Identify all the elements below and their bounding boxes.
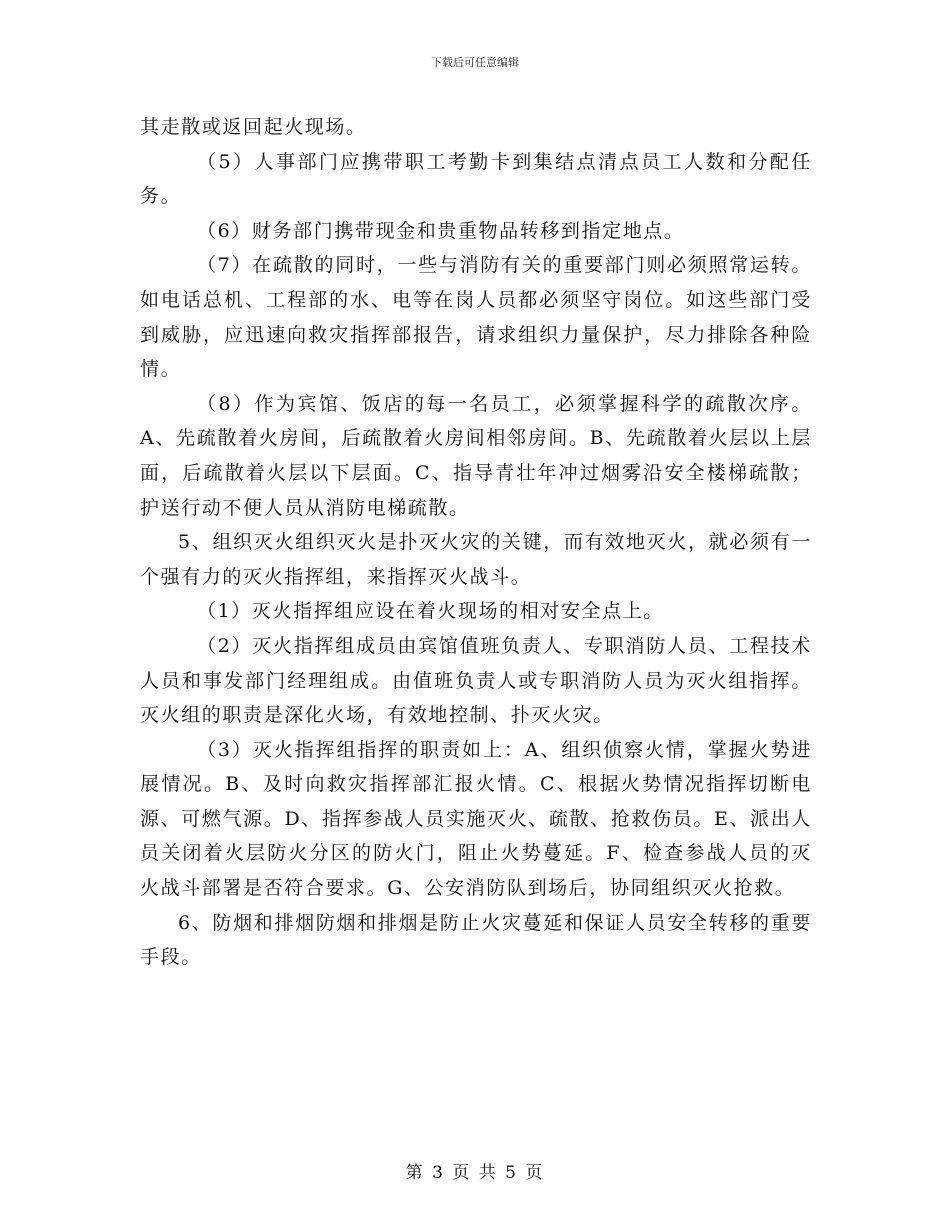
paragraph-3: （7）在疏散的同时，一些与消防有关的重要部门则必须照常运转。如电话总机、工程部的水、电等在岗人员都必须坚守岗位。如这些部门受到威胁，应迅速向救灾指挥部报告，请求组织力量保护，尽力排除各种险情。 (140, 254, 812, 381)
document-body (140, 110, 812, 975)
paragraph-8: （3）灭火指挥组指挥的职责如上：A、组织侦察火情，掌握火势进展情况。B、及时向救灾指挥部汇报火情。C、根据火势情况指挥切断电源、可燃气源。D、指挥参战人员实施灭火、疏散、抢救伤员。E、派出人员关闭着火层防火分区的防火门，阻止火势蔓延。F、检查参战人员的灭火战斗部署是否符合要求。G、公安消防队到场后，协同组织灭火抢救。 (140, 738, 812, 900)
paragraph-0: 其走散或返回起火现场。 (140, 116, 367, 138)
paragraph-5: 5、组织灭火组织灭火是扑灭火灾的关键，而有效地灭火，就必须有一个强有力的灭火指挥组，来指挥灭火战斗。 (140, 531, 812, 588)
paragraph-2: （6）财务部门携带现金和贵重物品转移到指定地点。 (197, 219, 685, 242)
paragraph-4: （8）作为宾馆、饭店的每一名员工，必须掌握科学的疏散次序。A、先疏散着火房间，后疏散着火房间相邻房间。B、先疏散着火层以上层面，后疏散着火层以下层面。C、指导青壮年冲过烟雾沿安全楼梯疏散；护送行动不便人员从消防电梯疏散。 (140, 392, 812, 519)
paragraph-9: 6、防烟和排烟防烟和排烟是防止火灾蔓延和保证人员安全转移的重要手段。 (140, 911, 812, 969)
paragraph-6: （1）灭火指挥组应设在着火现场的相对安全点上。 (197, 600, 664, 623)
page-footer: 第 3 页 共 5 页 (405, 1163, 545, 1183)
paragraph-1: （5）人事部门应携带职工考勤卡到集结点清点员工人数和分配任务。 (140, 150, 812, 208)
page-header: 下载后可任意编辑 (431, 56, 519, 69)
paragraph-7: （2）灭火指挥组成员由宾馆值班负责人、专职消防人员、工程技术人员和事发部门经理组成。由值班负责人或专职消防人员为灭火组指挥。灭火组的职责是深化火场，有效地控制、扑灭火灾。 (140, 634, 812, 727)
